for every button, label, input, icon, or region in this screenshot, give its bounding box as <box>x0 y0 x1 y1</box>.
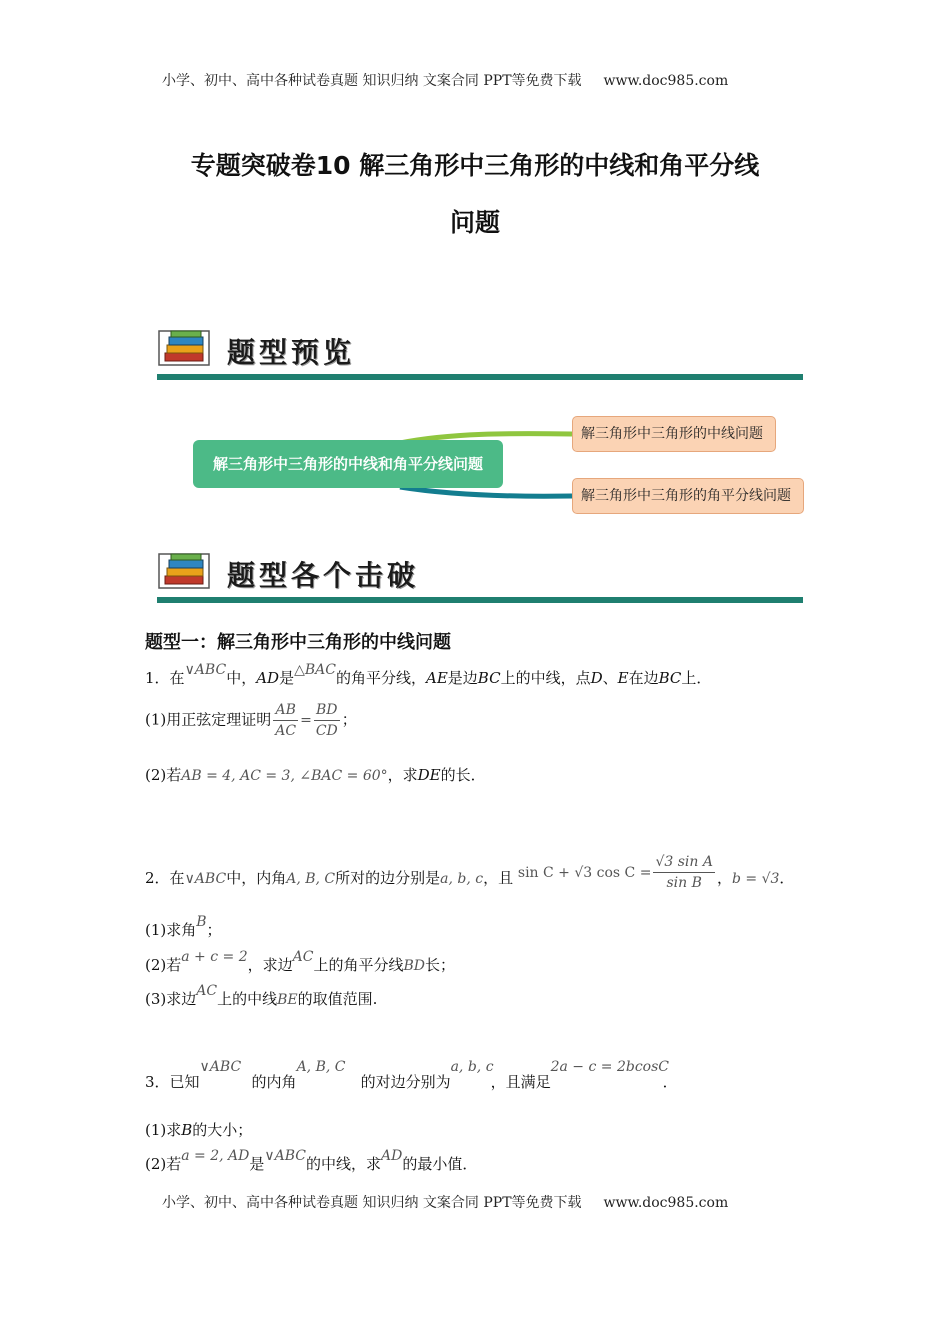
page-footer <box>162 1192 728 1212</box>
header-url[interactable]: www.doc985.com <box>603 73 729 89</box>
text: 、 <box>602 669 618 687</box>
math: a = 2, AD <box>181 1148 250 1164</box>
question-2-part-1 <box>145 914 222 940</box>
fraction-den: sin B <box>666 875 702 891</box>
math: BE <box>277 992 298 1008</box>
math: b = √3 <box>731 870 780 887</box>
text: 的最小值． <box>402 1155 478 1173</box>
text: ，且满足 <box>490 1073 551 1091</box>
text: 的大小； <box>192 1121 253 1139</box>
section-divider <box>157 597 803 603</box>
question-1 <box>145 662 712 688</box>
text: 的角平分线， <box>335 669 426 687</box>
text: 的内角 <box>251 1073 297 1091</box>
math: A, B, C <box>286 870 336 887</box>
text: 在边 <box>628 669 659 687</box>
branch-connector-2 <box>400 487 572 496</box>
text: 的取值范围. <box>297 990 378 1008</box>
math: 2a − c = 2bcosC <box>550 1059 669 1075</box>
math: ∨ABC <box>184 870 227 887</box>
var: DE <box>417 766 441 784</box>
document-title-line2: 问题 <box>449 208 500 237</box>
math: AD <box>381 1148 403 1164</box>
fraction-num: AB <box>273 700 298 721</box>
mindmap-root: 解三角形中三角形的中线和角平分线问题 <box>193 440 503 488</box>
text: (2)若 <box>145 1155 182 1173</box>
math: sin C + √3 cos C = <box>517 864 652 881</box>
mindmap-leaf-median: 解三角形中三角形的中线问题 <box>572 416 776 452</box>
text: (3)求边 <box>145 990 197 1008</box>
math: AB = 4, AC = 3, ∠BAC = 60° <box>181 768 388 784</box>
math: ∨ABC <box>264 1148 307 1164</box>
text: 在 <box>169 868 185 887</box>
footer-text: 小学、初中、高中各种试卷真题 知识归纳 文案合同 PPT等免费下载 <box>162 1195 582 1211</box>
text: (2)若 <box>145 766 182 784</box>
text: ； <box>206 921 222 939</box>
fraction-den: AC <box>275 723 297 739</box>
text: 所对的边分别是 <box>335 868 441 887</box>
text: 长； <box>424 956 455 974</box>
section-divider <box>157 374 803 380</box>
text: 上． <box>681 669 712 687</box>
math: AC <box>292 949 314 965</box>
text: 的中线，求 <box>306 1155 382 1173</box>
text: 上的角平分线 <box>313 956 404 974</box>
text: ． <box>662 1073 678 1091</box>
fraction <box>653 852 715 893</box>
math: A, B, C <box>296 1059 346 1075</box>
text: 中， <box>226 669 257 687</box>
math: a, b, c <box>440 870 484 887</box>
fraction-num: BD <box>314 700 340 721</box>
books-icon <box>157 327 215 367</box>
fraction <box>273 700 298 741</box>
question-type-heading: 题型一：解三角形中三角形的中线问题 <box>145 632 451 653</box>
var: BC <box>658 669 682 687</box>
question-2-part-3 <box>145 983 378 1009</box>
text: 中，内角 <box>226 868 287 887</box>
text: (2)若 <box>145 956 182 974</box>
var: D <box>590 669 603 687</box>
text: 上的中线 <box>217 990 278 1008</box>
question-number: 3．已知 <box>145 1073 200 1091</box>
section-breakdown-header <box>157 550 803 606</box>
text: 的长． <box>440 766 486 784</box>
question-1-part-1 <box>145 700 357 741</box>
mindmap-leaf-bisector: 解三角形中三角形的角平分线问题 <box>572 478 804 514</box>
question-1-part-2 <box>145 764 486 785</box>
text: 的对边分别为 <box>360 1073 451 1091</box>
var: BC <box>477 669 501 687</box>
math: ∨ABC <box>199 1059 242 1075</box>
text: ， <box>716 868 732 887</box>
fraction-den: CD <box>315 723 338 739</box>
text: ，求 <box>387 766 418 784</box>
text: (1)求角 <box>145 921 197 939</box>
text: 上的中线，点 <box>500 669 591 687</box>
math: BD <box>403 958 425 974</box>
math: a, b, c <box>450 1059 494 1075</box>
mindmap <box>150 405 810 525</box>
text: ． <box>779 868 795 887</box>
text: ，求边 <box>247 956 293 974</box>
var: AE <box>425 669 448 687</box>
var: E <box>617 669 629 687</box>
fraction <box>314 700 340 741</box>
math: a + c = 2 <box>181 949 248 965</box>
section-breakdown-title: 题型各个击破 <box>227 559 420 592</box>
section-preview-title: 题型预览 <box>227 336 356 369</box>
footer-url[interactable]: www.doc985.com <box>603 1195 729 1211</box>
question-number: 2． <box>145 868 170 887</box>
question-3 <box>145 1055 678 1091</box>
books-icon <box>157 550 215 590</box>
math: AC <box>196 983 218 999</box>
question-2-part-2 <box>145 949 455 975</box>
var: B <box>181 1121 193 1139</box>
text: (1)用正弦定理证明 <box>145 710 272 729</box>
page-header <box>162 70 728 90</box>
header-text: 小学、初中、高中各种试卷真题 知识归纳 文案合同 PPT等免费下载 <box>162 73 582 89</box>
text: (1)求 <box>145 1121 182 1139</box>
document-title: 专题突破卷10 解三角形中三角形的中线和角平分线 <box>190 151 760 180</box>
question-3-part-2 <box>145 1148 478 1174</box>
text: 是边 <box>447 669 478 687</box>
text: ，且 <box>483 868 514 887</box>
fraction-num: √3 sin A <box>653 852 715 873</box>
math: △BAC <box>294 662 336 678</box>
question-number: 1． <box>145 669 170 687</box>
text: 是 <box>249 1155 265 1173</box>
text: 在 <box>169 669 185 687</box>
section-preview-header <box>157 327 803 383</box>
math: B <box>196 914 207 930</box>
text: 是 <box>279 669 295 687</box>
question-3-part-1 <box>145 1119 252 1140</box>
math: = <box>300 712 312 729</box>
text: ； <box>341 710 357 729</box>
math: ∨ABC <box>184 662 227 678</box>
var: AD <box>256 669 280 687</box>
question-2 <box>145 832 795 891</box>
